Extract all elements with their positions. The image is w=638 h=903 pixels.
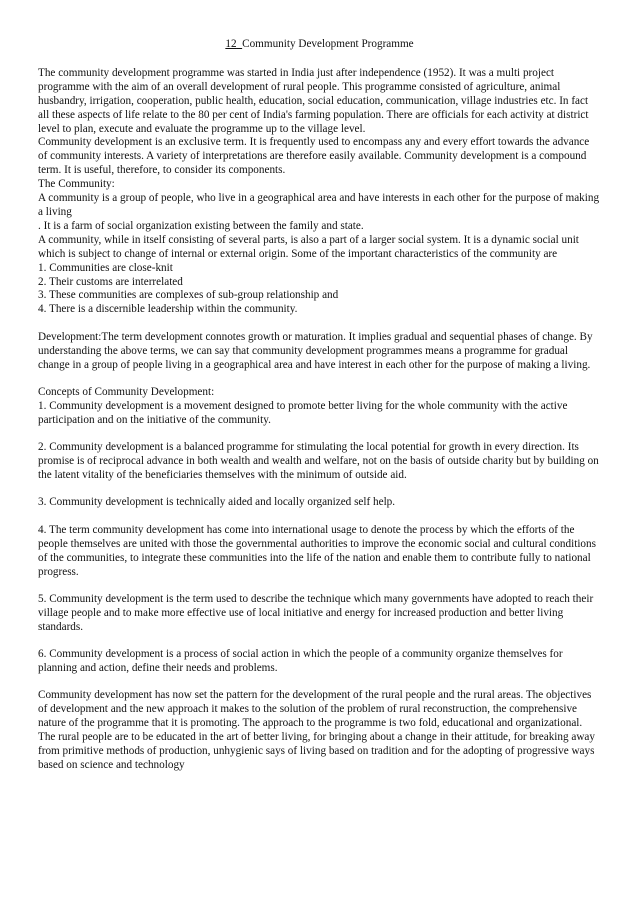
community-definition: A community is a group of people, who live in a geographical area and have interests in each other for the purpose of making a living	[38, 192, 600, 218]
concept-item-6: 6. Community development is a process of social action in which the people of a community organize themselves for planning and action, define their needs and problems.	[38, 648, 563, 675]
community-paragraph: A community, while in itself consisting of several parts, is also a part of a larger social system. It is a dynamic social unit which is subject to change of internal or external origin. Some of the important characteristics of the community are	[38, 233, 579, 260]
concepts-heading: Concepts of Community Development:	[38, 385, 215, 398]
concept-item-4: 4. The term community development has come into international usage to denote the process by which the efforts of the people themselves are united with those the governmental authorities to improve the economic social and cultural conditions of the communities, to integrate these communities into the life of the nation and enable them to contribute fully to national progress.	[38, 523, 596, 578]
community-farm-line: . It is a farm of social organization existing between the family and state.	[38, 219, 364, 232]
development-paragraph: Development:The term development connotes growth or maturation. It implies gradual and sequential phases of change. By understanding the above terms, we can say that community development programmes means a programme for gradual change in a group of people living in a geographical area and have interest in each other for the purpose of making a living.	[38, 330, 593, 371]
concept-item-1: 1. Community development is a movement designed to promote better living for the whole community with the active participation and on the initiative of the community.	[38, 399, 568, 426]
characteristic-item-4: 4. There is a discernible leadership within the community.	[38, 303, 298, 316]
concept-item-2: 2. Community development is a balanced programme for stimulating the local potential for growth in every direction. Its promise is of reciprocal advance in both wealth and wealth and welfare, not on the basis of outside charity but by building on the latent vitality of the beneficiaries themselves with the minimum of outside aid.	[38, 441, 599, 481]
intro-paragraph: The community development programme was started in India just after independence (1952). It was a multi project programme with the aim of an overall development of rural people. This programme consisted of agriculture, animal husbandry, irrigation, cooperation, public health, education, social education, communication, village industries etc. In fact all these aspects of life relate to the 80 per cent of India's farming population. There are officials for each activity at district level to plan, execute and evaluate the programme up to the village level.	[38, 66, 589, 135]
community-heading: The Community:	[38, 178, 115, 191]
definition-paragraph: Community development is an exclusive term. It is frequently used to encompass any and every effort towards the advance of community interests. A variety of interpretations are therefore easily available. Community development is a compound term. It is useful, therefore, to consider its components.	[38, 136, 590, 177]
concept-item-5: 5. Community development is the term used to describe the technique which many governments have adopted to reach their village people and to make more effective use of local initiative and energy for increased production and better living standards.	[38, 592, 594, 633]
title-number: 12	[225, 38, 237, 50]
characteristic-item-1: 1. Communities are close-knit	[38, 261, 173, 274]
characteristic-item-2: 2. Their customs are interrelated	[38, 275, 183, 288]
concept-item-3: 3. Community development is technically aided and locally organized self help.	[38, 496, 396, 509]
document-page	[38, 38, 601, 773]
characteristic-item-3: 3. These communities are complexes of sub-group relationship and	[38, 289, 339, 302]
page-title	[38, 38, 601, 52]
title-text: Community Development Programme	[242, 38, 414, 50]
closing-paragraph: Community development has now set the pattern for the development of the rural people and the rural areas. The objectives of development and the new approach it makes to the solution of the problem of rural reconstruction, the comprehensive nature of the programme that it is promoting. The approach to the programme is two fold, educational and organizational. The rural people are to be educated in the art of better living, for bringing about a change in their attitude, for breaking away from primitive methods of production, unhygienic says of living based on tradition and for the adopting of progressive ways based on science and technology	[38, 689, 595, 771]
